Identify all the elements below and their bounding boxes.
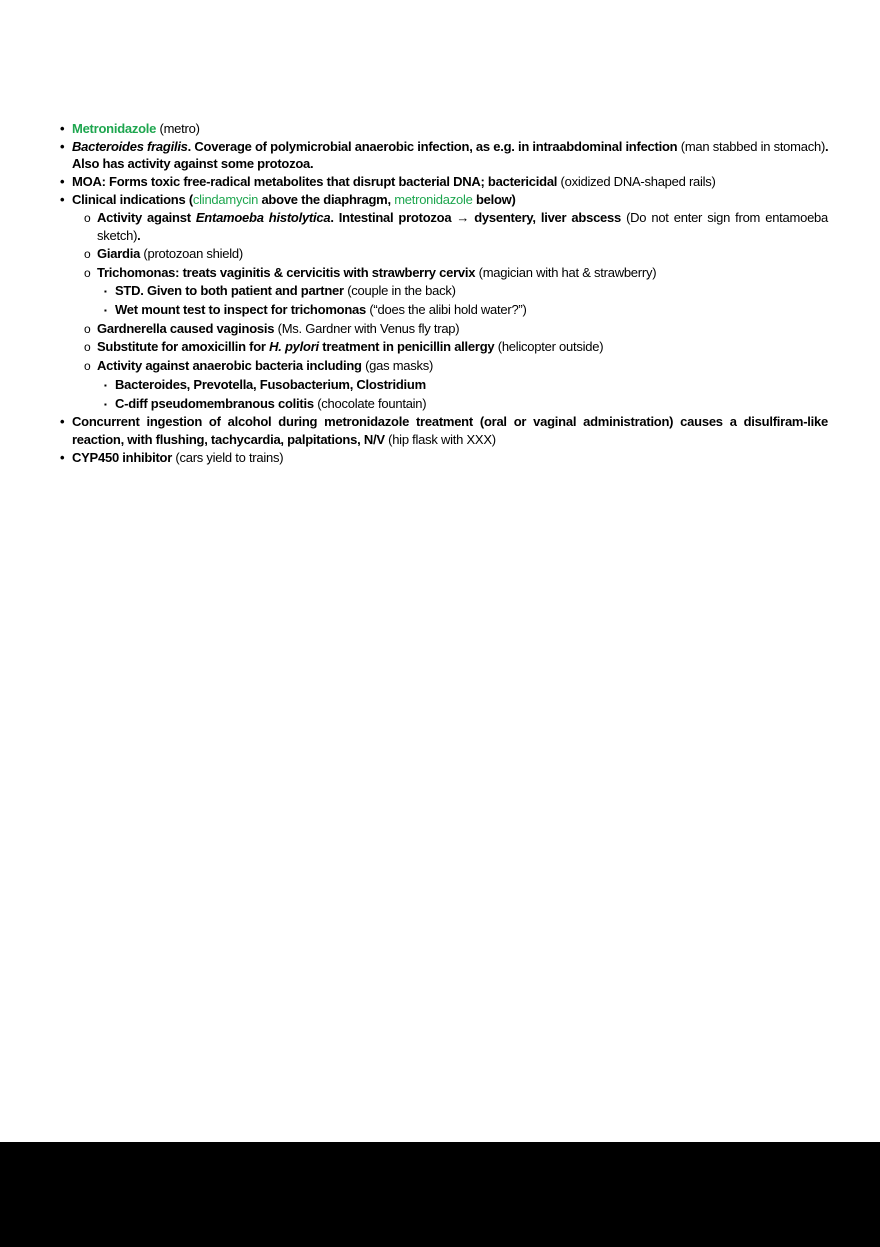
bullet-disc-icon: • bbox=[60, 449, 65, 465]
text-segment: (hip flask with XXX) bbox=[388, 431, 496, 447]
text-segment: (couple in the back) bbox=[347, 283, 456, 299]
text-segment: Giardia bbox=[97, 245, 144, 261]
text-segment: (gas masks) bbox=[365, 358, 434, 374]
text-segment: Also has activity against some protozoa. bbox=[72, 156, 314, 172]
paragraph-line bbox=[72, 155, 828, 173]
text-segment: treatment in penicillin allergy bbox=[318, 339, 498, 355]
bullet-circle-icon: o bbox=[84, 246, 91, 261]
bullet-circle-icon: o bbox=[84, 265, 91, 280]
bullet-square-icon: ▪ bbox=[104, 287, 107, 297]
text-segment: (magician with hat & strawberry) bbox=[478, 264, 657, 280]
list-item-c-diff bbox=[104, 395, 828, 414]
list-item-bacteroides-list bbox=[104, 376, 828, 395]
notes-list bbox=[60, 120, 828, 466]
text-segment: (chocolate fountain) bbox=[317, 395, 427, 411]
text-segment: C-diff pseudomembranous colitis bbox=[115, 395, 318, 411]
list-item-giardia bbox=[84, 245, 828, 264]
text-segment: Gardnerella caused vaginosis bbox=[97, 320, 278, 336]
paragraph-line bbox=[60, 413, 828, 431]
paragraph-line bbox=[97, 227, 828, 245]
text-segment: STD. Given to both patient and partner bbox=[115, 283, 348, 299]
text-segment-metronidazole: metronidazole bbox=[394, 191, 473, 207]
list-item-alcohol-disulfiram bbox=[60, 413, 828, 448]
text-segment: Entamoeba histolytica bbox=[195, 209, 331, 225]
text-segment: (Ms. Gardner with Venus fly trap) bbox=[277, 320, 460, 336]
text-segment: . Intestinal protozoa → dysentery, liver abscess bbox=[330, 209, 627, 225]
bullet-disc-icon: • bbox=[60, 121, 65, 136]
text-segment: (helicopter outside) bbox=[497, 339, 604, 355]
text-segment: Clinical indications ( bbox=[72, 191, 193, 207]
paragraph-line bbox=[60, 138, 829, 156]
bullet-square-icon: ▪ bbox=[104, 380, 107, 390]
bullet-disc-icon: • bbox=[60, 174, 65, 190]
bullet-disc-icon: • bbox=[60, 191, 65, 207]
text-segment: (oxidized DNA-shaped rails) bbox=[560, 174, 716, 190]
text-segment-clindamycin: clindamycin bbox=[192, 191, 259, 207]
list-item-h-pylori bbox=[84, 338, 828, 357]
bullet-disc-icon: • bbox=[60, 414, 65, 430]
bullet-square-icon: ▪ bbox=[104, 399, 107, 409]
text-segment: Trichomonas: treats vaginitis & cervicitis with strawberry cervix bbox=[97, 264, 479, 280]
bullet-circle-icon: o bbox=[84, 340, 91, 355]
text-segment: . bbox=[825, 138, 829, 154]
paragraph-line bbox=[72, 431, 828, 449]
list-item-std bbox=[104, 282, 828, 301]
text-segment: Activity against bbox=[97, 209, 196, 225]
list-item-anaerobic-bacteria bbox=[84, 357, 828, 376]
bullet-disc-icon: • bbox=[60, 138, 65, 154]
text-segment: Metronidazole bbox=[72, 121, 157, 136]
text-segment: (protozoan shield) bbox=[143, 245, 243, 261]
text-segment: CYP450 inhibitor bbox=[72, 449, 176, 465]
text-segment: Bacteroides fragilis bbox=[72, 138, 188, 154]
list-item-trichomonas bbox=[84, 264, 828, 283]
text-segment: . bbox=[137, 228, 141, 244]
text-segment: Substitute for amoxicillin for bbox=[97, 339, 270, 355]
bullet-circle-icon: o bbox=[84, 359, 91, 374]
list-item-bacteroides-fragilis bbox=[60, 138, 828, 173]
bullet-circle-icon: o bbox=[84, 210, 91, 225]
list-item-entamoeba bbox=[84, 209, 828, 245]
text-segment: Activity against anaerobic bacteria including bbox=[97, 358, 366, 374]
text-segment: Bacteroides, Prevotella, Fusobacterium, Clostridium bbox=[115, 376, 426, 392]
paragraph-line bbox=[84, 209, 829, 228]
text-segment: MOA: Forms toxic free-radical metabolites that disrupt bacterial DNA; bactericidal bbox=[72, 174, 561, 190]
list-item-wet-mount bbox=[104, 301, 828, 320]
list-item-clinical-indications bbox=[60, 191, 828, 209]
list-item-moa bbox=[60, 173, 828, 191]
text-segment: above the diaphragm, bbox=[258, 191, 395, 207]
text-segment: . Coverage of polymicrobial anaerobic infection, as e.g. in intraabdominal infection bbox=[187, 138, 681, 154]
text-segment: sketch) bbox=[97, 228, 138, 244]
text-segment: reaction, with flushing, tachycardia, palpitations, N/V bbox=[72, 431, 389, 447]
text-segment: Concurrent ingestion of alcohol during metronidazole treatment (oral or vaginal administration) causes a disulfiram-like bbox=[72, 414, 828, 430]
bullet-circle-icon: o bbox=[84, 321, 91, 336]
list-item-gardnerella bbox=[84, 320, 828, 339]
text-segment: H. pylori bbox=[269, 339, 319, 355]
list-item-metronidazole bbox=[60, 120, 828, 138]
footer-bar bbox=[0, 1142, 880, 1247]
text-segment: (metro) bbox=[156, 121, 200, 136]
text-segment: (man stabbed in stomach) bbox=[680, 138, 826, 154]
text-segment: below) bbox=[472, 191, 516, 207]
bullet-square-icon: ▪ bbox=[104, 306, 107, 316]
text-segment: (Do not enter sign from entamoeba bbox=[626, 209, 829, 225]
text-segment: (“does the alibi hold water?”) bbox=[369, 302, 527, 318]
text-segment: (cars yield to trains) bbox=[175, 449, 284, 465]
list-item-cyp450 bbox=[60, 449, 828, 467]
text-segment: Wet mount test to inspect for trichomonas bbox=[115, 302, 370, 318]
